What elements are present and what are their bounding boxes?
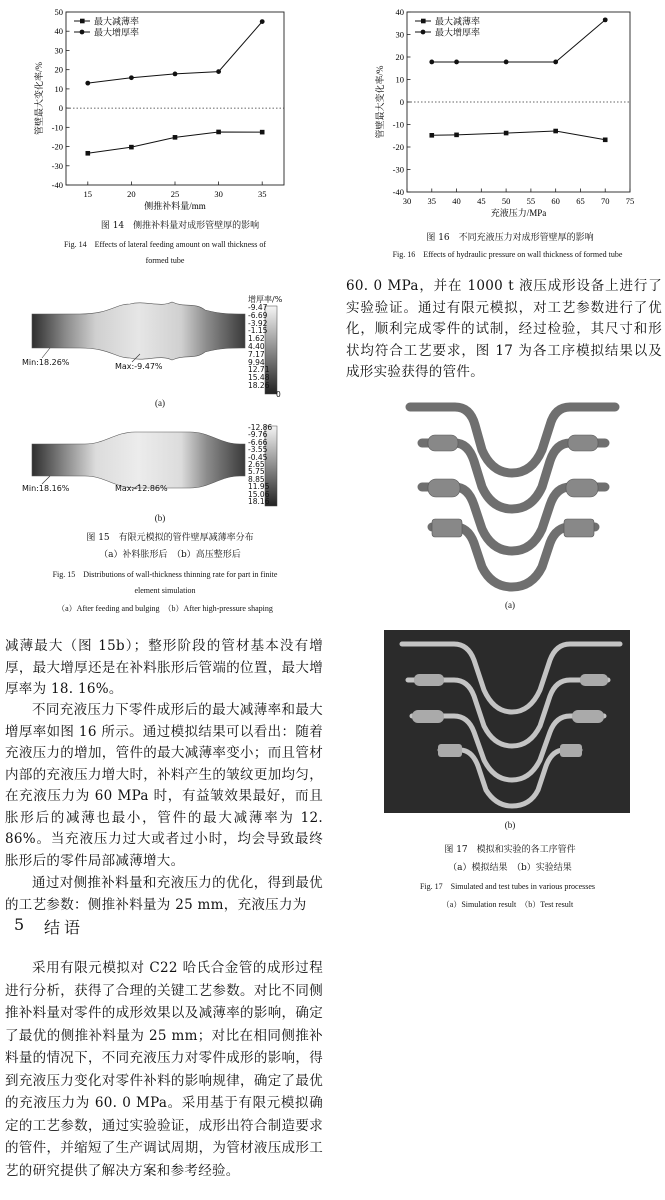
fig15-sub-cn: （a）补料胀形后 （b）高压整形后 bbox=[99, 550, 241, 560]
fig14-series-1-point bbox=[129, 75, 134, 80]
fig14-series-0-point bbox=[260, 130, 265, 135]
fig17-sub-cn: （a）模拟结果 （b）实验结果 bbox=[448, 863, 572, 873]
fig14-ytick-label: 20 bbox=[54, 64, 63, 75]
fig14-ytick-label: -10 bbox=[51, 122, 63, 133]
fig15b-contour bbox=[20, 424, 320, 514]
fig14-caption-en-2: formed tube bbox=[145, 256, 185, 265]
fig16-series-1-point bbox=[553, 60, 558, 65]
fig16-series-1-point bbox=[504, 60, 509, 65]
fig15a-legend-title: 增厚率/% bbox=[248, 295, 283, 304]
fig16-legend-label-0: 最大减薄率 bbox=[435, 16, 481, 27]
fig16-ytick-label: 40 bbox=[395, 7, 404, 17]
fig16-legend-marker-1 bbox=[421, 30, 426, 35]
fig16-xtick-label: 40 bbox=[452, 196, 461, 206]
fig14-series-0-point bbox=[86, 151, 91, 156]
fig14-series-0-point bbox=[173, 135, 178, 140]
fig16-x-axis-label: 充液压力/MPa bbox=[490, 208, 547, 218]
fig16-series-0-point bbox=[429, 133, 434, 138]
fig16-xtick-label: 35 bbox=[427, 196, 437, 206]
fig14-series-1-point bbox=[216, 69, 221, 74]
fig14-ytick-label: 30 bbox=[54, 45, 63, 56]
fig17-caption-en: Fig. 17 Simulated and test tubes in various processes bbox=[419, 882, 596, 891]
fig16-series-0-point bbox=[603, 138, 608, 143]
conclusion-paragraph: 采用有限元模拟对 C22 哈氏合金管的成形过程进行分析，获得了合理的关键工艺参数。对比不同侧推补料量对零件的成形效果以及减薄率的影响，确定了最优的侧推补料量为 25 mm；对比在相同侧推补料量的情况下，不同充液压力对零件成形的影响，得到充液压力变化对零件补料的影响规律，确定了最优的充液压力为 60. 0 MPa。采用基于有限元模拟确定的工艺参数，通过实验验证，成形出符合制造要求的管件，并缩短了生产调试周期，为管材液压成形工艺的研究提供了解决方案和参考经验。 bbox=[5, 960, 323, 1179]
fig15b-tube-shape bbox=[32, 432, 245, 488]
fig15b-panel bbox=[20, 424, 320, 514]
fig14-xtick-label: 25 bbox=[170, 189, 180, 199]
fig16-legend-label-1: 最大增厚率 bbox=[435, 27, 481, 38]
fig14-x-axis-label: 侧推补料量/mm bbox=[144, 201, 206, 211]
fig14-chart bbox=[0, 0, 330, 215]
fig14-xtick-label: 20 bbox=[127, 189, 136, 199]
fig17b-sublabel: (b) bbox=[504, 820, 516, 830]
fig14-xtick-label: 30 bbox=[214, 189, 223, 199]
fig14-caption-cn: 图 14 侧推补料量对成形管壁厚的影响 bbox=[100, 221, 260, 231]
fig16-series-1-point bbox=[603, 17, 608, 22]
fig16-xtick-label: 75 bbox=[625, 196, 635, 206]
fig15b-sublabel: (b) bbox=[154, 513, 166, 523]
fig16-xtick-label: 55 bbox=[526, 196, 536, 206]
fig15-caption-en-2: element simulation bbox=[134, 586, 196, 595]
fig14-xtick-label: 15 bbox=[83, 189, 93, 199]
fig16-xtick-label: 65 bbox=[576, 196, 585, 206]
left-paragraph-1: 减薄最大（图 15b）；整形阶段的管材基本没有增厚，最大增厚还是在补料胀形后管端的位置，最大增厚率为 18. 16%。 bbox=[5, 638, 323, 697]
fig17-sub-en: （a）Simulation result （b）Test result bbox=[441, 900, 574, 909]
fig16-series-0-point bbox=[454, 133, 459, 138]
fig15a-tube-shape bbox=[32, 302, 245, 360]
fig14-legend-label-1: 最大增厚率 bbox=[94, 27, 140, 38]
fig14-plot-frame bbox=[66, 12, 284, 185]
fig16-ytick-label: 30 bbox=[395, 29, 404, 40]
left-paragraph-3: 通过对侧推补料量和充液压力的优化，得到最优的工艺参数：侧推补料量为 25 mm，充液压力为 bbox=[5, 875, 323, 913]
fig16-series-0-point bbox=[553, 129, 558, 134]
fig15a-max-label: Max:-9.47% bbox=[115, 362, 163, 371]
fig16-legend-marker-0 bbox=[421, 19, 426, 24]
fig14-xtick-label: 35 bbox=[257, 189, 267, 199]
fig14-ytick-label: 40 bbox=[54, 26, 63, 37]
fig14-series-0-point bbox=[129, 145, 134, 150]
fig16-y-axis-label: 管壁最大变化率/% bbox=[375, 65, 385, 139]
fig15-caption-en: Fig. 15 Distributions of wall-thickness thinning rate for part in finite bbox=[52, 570, 278, 579]
fig16-xtick-label: 60 bbox=[551, 196, 560, 206]
fig16-xtick-label: 30 bbox=[402, 196, 412, 206]
fig14-series-1-point bbox=[85, 81, 90, 86]
fig15b-max-label: Max:-12.86% bbox=[115, 484, 168, 493]
fig16-ytick-label: 0 bbox=[399, 97, 404, 107]
fig15a-scale-zero: 0 bbox=[276, 390, 281, 399]
fig16-xtick-label: 45 bbox=[477, 196, 486, 206]
fig14-ytick-label: 0 bbox=[58, 103, 63, 114]
fig16-ytick-label: 10 bbox=[395, 74, 404, 85]
fig15-sub-en: （a）After feeding and bulging （b）After high-pressure shaping bbox=[57, 604, 273, 613]
fig14-legend-marker-0 bbox=[80, 19, 85, 24]
fig14-series-1-point bbox=[173, 71, 178, 76]
fig16-ytick-label: -20 bbox=[392, 142, 404, 152]
fig14-ytick-label: -30 bbox=[51, 160, 63, 171]
fig16-ytick-label: 20 bbox=[395, 52, 404, 62]
fig16-xtick-label: 70 bbox=[600, 196, 610, 206]
fig16-ytick-label: -10 bbox=[392, 119, 404, 130]
fig15-caption-cn: 图 15 有限元模拟的管件壁厚减薄率分布 bbox=[86, 533, 254, 543]
fig17b-photo bbox=[384, 630, 630, 813]
fig15a-sublabel: (a) bbox=[155, 398, 165, 408]
fig16-ytick-label: -30 bbox=[392, 164, 404, 175]
fig16-series-1-point bbox=[454, 60, 459, 65]
fig14-ytick-label: 10 bbox=[54, 83, 63, 94]
section-number: 5 bbox=[14, 915, 25, 934]
fig16-caption-cn: 图 16 不同充液压力对成形管壁厚的影响 bbox=[426, 233, 594, 243]
fig16-xtick-label: 50 bbox=[501, 196, 511, 206]
right-paragraph: 60. 0 MPa，并在 1000 t 液压成形设备上进行了实验验证。通过有限元模拟，对工艺参数进行了优化，顺利完成零件的试制，经过检验，其尺寸和形状均符合工艺要求，图 17 为各工序模拟结果以及成形实验获得的管件。 bbox=[346, 278, 662, 380]
fig16-ytick-label: -40 bbox=[392, 187, 404, 197]
fig16-chart bbox=[360, 0, 665, 228]
fig14-legend-label-0: 最大减薄率 bbox=[94, 16, 140, 27]
fig14-ytick-label: -20 bbox=[51, 141, 63, 152]
left-paragraph-2: 不同充液压力下零件成形后的最大减薄率和最大增厚率如图 16 所示。通过模拟结果可以看出：随着充液压力的增加，管件的最大减薄率变小；而且管材内部的充液压力增大时，补料产生的皱纹更加均匀，在充液压力为 60 MPa 时，有益皱效果最好，而且胀形后的减薄也最小，管件的最大减薄率为 12. 86%。当充液压力过大或者过小时，均会导致最终胀形后的零件局部减薄增大。 bbox=[5, 702, 323, 869]
fig16-series-0-point bbox=[504, 131, 509, 136]
fig16-series-1-point bbox=[429, 60, 434, 65]
fig15b-min-label: Min:18.16% bbox=[22, 484, 70, 493]
fig17a-simulation-image bbox=[400, 395, 625, 595]
fig14-legend-marker-1 bbox=[80, 30, 85, 35]
fig15b-scale-labels: -12.86 -9.76 -6.66 -3.55 -0.45 2.65 5.75 8.85 11.95 15.06 18.16 bbox=[248, 423, 273, 507]
fig15a-scale-labels: -9.47 -6.69 -3.92 -1.15 1.62 4.40 7.17 9.94 12.71 15.48 18.26 bbox=[248, 303, 270, 390]
fig14-y-axis-label: 管壁最大变化率/% bbox=[34, 62, 44, 135]
fig14-ytick-label: 50 bbox=[54, 7, 63, 17]
fig17a-sublabel: (a) bbox=[505, 600, 515, 610]
section-title: 结语 bbox=[44, 918, 85, 937]
fig14-ytick-label: -40 bbox=[51, 180, 63, 190]
fig14-caption-en: Fig. 14 Effects of lateral feeding amount on wall thickness of bbox=[63, 240, 267, 249]
fig14-series-0-point bbox=[216, 130, 221, 135]
fig15a-min-label: Min:18.26% bbox=[22, 358, 70, 367]
fig14-series-1-point bbox=[260, 19, 265, 24]
fig16-caption-en: Fig. 16 Effects of hydraulic pressure on wall thickness of formed tube bbox=[392, 250, 623, 259]
fig17-caption-cn: 图 17 模拟和实验的各工序管件 bbox=[444, 845, 576, 855]
